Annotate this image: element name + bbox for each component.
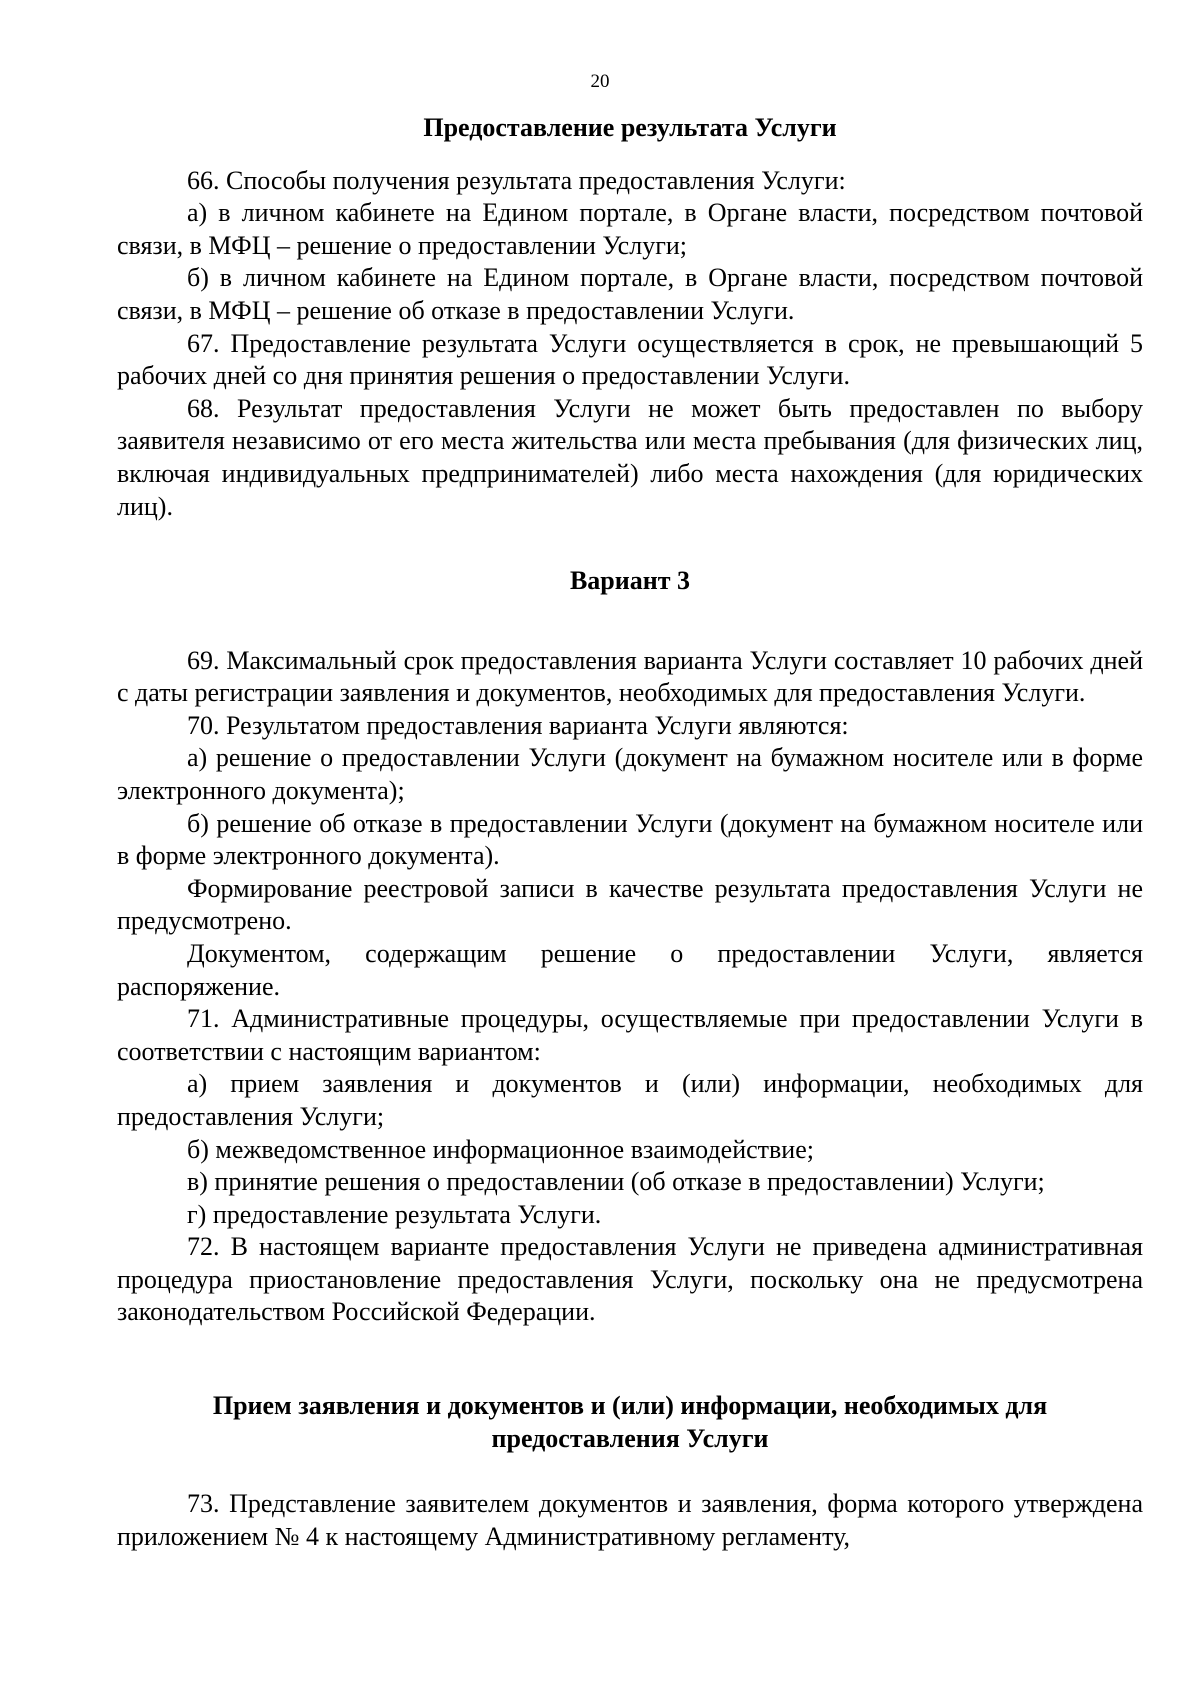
section-heading: Вариант 3 [569,566,691,595]
section-heading: Предоставление результата Услуги [423,113,837,142]
paragraph-71-v: в) принятие решения о предоставлении (об отказе в предоставлении) Услуги; [187,1167,1045,1197]
paragraph-66-a: а) в личном кабинете на Едином портале, в Органе власти, посредством почтовой связи, в МФЦ – решение о предоставлении Услуги; [117,198,1143,260]
paragraph-73: 73. Представление заявителем документов и заявления, форма которого утверждена приложением № 4 к настоящему Административному регламенту, [117,1489,1143,1551]
section-heading-line-2: предоставления Услуги [491,1423,769,1453]
paragraph-67: 67. Предоставление результата Услуги осуществляется в срок, не превышающий 5 рабочих дней со дня принятия решения о предоставлении Услуги. [117,328,1143,391]
paragraph-70: 70. Результатом предоставления варианта Услуги являются: [187,710,849,740]
paragraph-71-b: б) межведомственное информационное взаимодействие; [187,1134,814,1164]
section-result-delivery [117,112,1143,523]
paragraph-71-a: а) прием заявления и документов и (или) информации, необходимых для предоставления Услуги; [117,1069,1143,1131]
paragraph-66-b: б) в личном кабинете на Едином портале, в Органе власти, посредством почтовой связи, в МФЦ – решение об отказе в предоставлении Услуги. [117,263,1143,325]
paragraph-decision-document: Документом, содержащим решение о предоставлении Услуги, является распоряжение. [117,938,1143,1001]
paragraph-71: 71. Административные процедуры, осуществляемые при предоставлении Услуги в соответствии с настоящим вариантом: [117,1004,1143,1066]
paragraph-69: 69. Максимальный срок предоставления варианта Услуги составляет 10 рабочих дней с даты регистрации заявления и документов, необходимых для предоставления Услуги. [117,645,1143,708]
paragraph-68: 68. Результат предоставления Услуги не может быть предоставлен по выбору заявителя независимо от его места жительства или места пребывания (для физических лиц, включая индивидуальных предпринимателей) либо места нахождения (для юридических лиц). [117,393,1143,521]
page-number: 20 [590,71,610,92]
paragraph-70-a: а) решение о предоставлении Услуги (документ на бумажном носителе или в форме электронного документа); [117,743,1143,805]
paragraph-71-g: г) предоставление результата Услуги. [187,1199,602,1229]
section-heading [117,1390,1143,1455]
section-application-intake [117,1390,1143,1553]
paragraph-registry-record: Формирование реестровой записи в качестве результата предоставления Услуги не предусмотрено. [117,873,1143,936]
section-variant-3 [117,565,1143,1329]
section-heading-line-1: Прием заявления и документов и (или) информации, необходимых для [212,1391,1048,1420]
paragraph-72: 72. В настоящем варианте предоставления Услуги не приведена административная процедура приостановление предоставления Услуги, поскольку она не предусмотрена законодательством Российской Федерации. [117,1232,1143,1327]
paragraph-70-b: б) решение об отказе в предоставлении Услуги (документ на бумажном носителе или в форме электронного документа). [117,808,1143,871]
paragraph-66: 66. Способы получения результата предоставления Услуги: [187,165,846,195]
